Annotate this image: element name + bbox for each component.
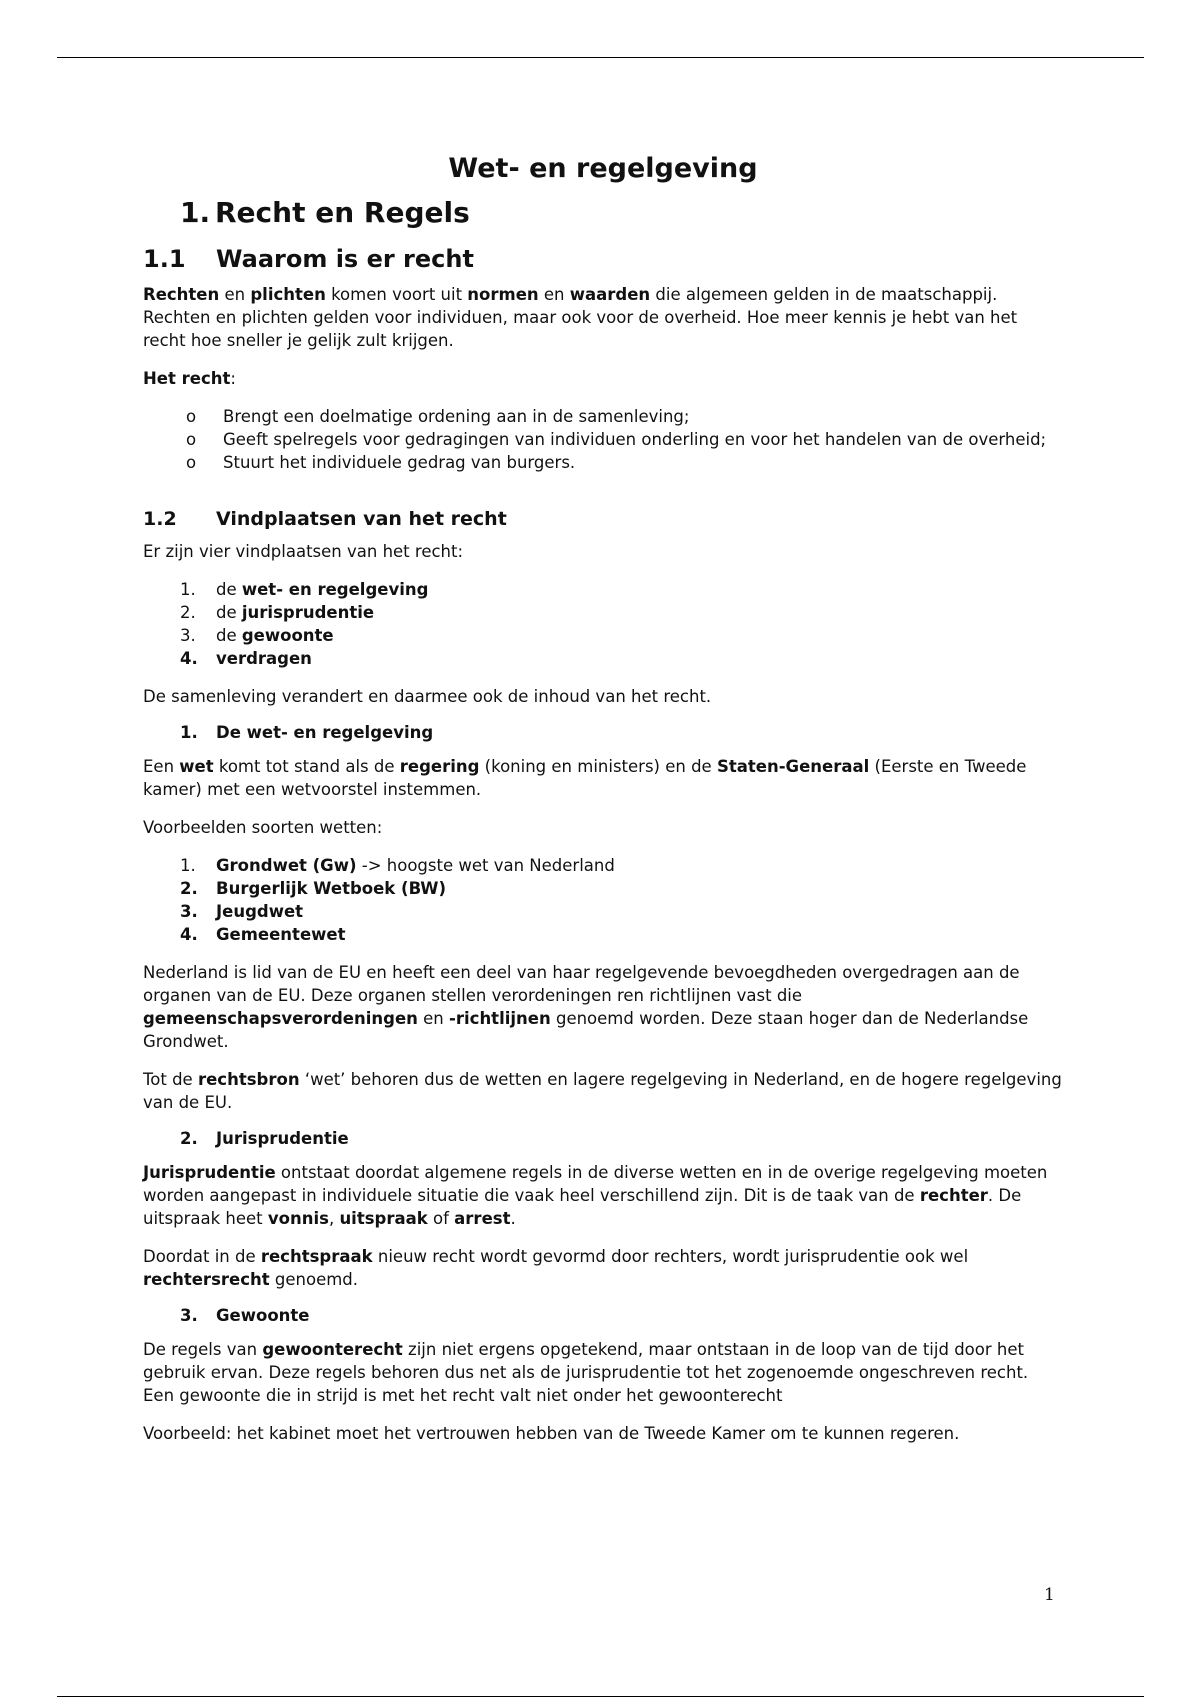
bold-text: wet- en regelgeving xyxy=(241,580,429,599)
paragraph xyxy=(143,816,1063,839)
bullet-marker: o xyxy=(186,430,197,449)
bold-text: vonnis xyxy=(267,1209,329,1228)
list-item-text xyxy=(216,647,312,670)
paragraph xyxy=(143,1422,1063,1445)
footer-rule xyxy=(57,1696,1144,1697)
chapter-heading xyxy=(180,196,1063,229)
bold-text: gewoonte xyxy=(241,626,334,645)
section-heading-1-2 xyxy=(143,508,1063,530)
bold-text: gemeenschapsverordeningen xyxy=(143,1009,418,1028)
subheading-title: Gewoonte xyxy=(216,1306,310,1325)
text-run: de xyxy=(216,603,242,622)
paragraph xyxy=(143,961,1063,1053)
list-item-text: Geeft spelregels voor gedragingen van individuen onderling en voor het handelen van de overheid; xyxy=(223,430,1047,449)
paragraph xyxy=(143,685,1063,708)
list-item xyxy=(180,578,1063,601)
bold-text: Staten-Generaal xyxy=(716,757,870,776)
bold-text: plichten xyxy=(250,285,326,304)
bold-text: waarden xyxy=(569,285,651,304)
list-number: 4. xyxy=(180,925,198,944)
section-title: Waarom is er recht xyxy=(216,245,474,273)
text-run: (Eerste en Tweede kamer) met een wetvoorstel instemmen. xyxy=(143,757,1027,799)
text-run: en xyxy=(538,285,570,304)
list-item-text xyxy=(216,877,446,900)
bold-text: Burgerlijk Wetboek (BW) xyxy=(216,879,446,898)
bold-text: Jeugdwet xyxy=(216,902,304,921)
text-run: Voorbeelden soorten wetten: xyxy=(143,818,383,837)
bullet-marker: o xyxy=(186,407,197,426)
text-run: de xyxy=(216,580,242,599)
list-item-text xyxy=(216,624,334,647)
paragraph xyxy=(143,540,1063,563)
paragraph xyxy=(143,1245,1063,1291)
text-run: of xyxy=(427,1209,455,1228)
sources-list xyxy=(143,578,1063,670)
list-number: 3. xyxy=(180,626,196,645)
text-run: en xyxy=(219,285,251,304)
subheading-wet-en-regelgeving xyxy=(180,723,1063,742)
header-rule xyxy=(57,57,1144,58)
section-number: 1.1 xyxy=(143,245,186,273)
list-item xyxy=(186,405,1063,428)
text-run: . xyxy=(510,1209,516,1228)
list-number: 2. xyxy=(180,603,196,622)
chapter-number: 1. xyxy=(180,196,211,229)
paragraph xyxy=(143,1338,1063,1407)
text-run: Doordat in de xyxy=(143,1247,261,1266)
list-number: 4. xyxy=(180,649,198,668)
chapter-title: Recht en Regels xyxy=(215,196,470,229)
subheading-title: De wet- en regelgeving xyxy=(216,723,434,742)
text-run: De samenleving verandert en daarmee ook de inhoud van het recht. xyxy=(143,687,712,706)
paragraph xyxy=(143,755,1063,801)
bold-text: verdragen xyxy=(216,649,312,668)
list-item xyxy=(180,877,1063,900)
text-run: Voorbeeld: het kabinet moet het vertrouwen hebben van de Tweede Kamer om te kunnen regeren. xyxy=(143,1424,960,1443)
bullet-marker: o xyxy=(186,453,197,472)
section-number: 1.2 xyxy=(143,508,177,530)
list-item xyxy=(186,451,1063,474)
bold-text: rechter xyxy=(919,1186,988,1205)
het-recht-bullets xyxy=(143,405,1063,474)
list-item xyxy=(180,601,1063,624)
text-run: genoemd worden. Deze staan hoger dan de Nederlandse Grondwet. xyxy=(143,1009,1029,1051)
list-item xyxy=(180,854,1063,877)
text-run: ‘wet’ behoren dus de wetten en lagere regelgeving in Nederland, en de hogere regelgeving van de EU. xyxy=(143,1070,1062,1112)
text-run: Tot de xyxy=(143,1070,198,1089)
bold-text: rechtspraak xyxy=(260,1247,373,1266)
bold-text: Jurisprudentie xyxy=(143,1163,276,1182)
bold-text: regering xyxy=(399,757,480,776)
list-item xyxy=(180,647,1063,670)
text-run: komt tot stand als de xyxy=(213,757,400,776)
text-run: Nederland is lid van de EU en heeft een deel van haar regelgevende bevoegdheden overgedragen aan de organen van de EU. Deze organen stellen verordeningen ren richtlijnen vast die xyxy=(143,963,1020,1005)
text-run: Er zijn vier vindplaatsen van het recht: xyxy=(143,542,464,561)
list-item-text: Stuurt het individuele gedrag van burgers. xyxy=(223,453,576,472)
text-run: Een xyxy=(143,757,180,776)
text-run: komen voort uit xyxy=(325,285,468,304)
bold-text: -richtlijnen xyxy=(449,1009,551,1028)
bold-text: gewoonterecht xyxy=(262,1340,403,1359)
bold-text: rechtersrecht xyxy=(143,1270,270,1289)
document-body xyxy=(143,145,1063,1460)
list-item-text xyxy=(216,601,374,624)
bold-text: jurisprudentie xyxy=(241,603,375,622)
list-item xyxy=(186,428,1063,451)
list-number: 1. xyxy=(180,580,196,599)
subheading-gewoonte xyxy=(180,1306,1063,1325)
section-title: Vindplaatsen van het recht xyxy=(216,508,507,530)
text-run: de xyxy=(216,626,242,645)
text-run: nieuw recht wordt gevormd door rechters, wordt jurisprudentie ook wel xyxy=(372,1247,969,1266)
laws-list xyxy=(143,854,1063,946)
text-run: en xyxy=(417,1009,450,1028)
list-number: 3. xyxy=(180,902,198,921)
bold-text: rechtsbron xyxy=(197,1070,300,1089)
list-item-text xyxy=(216,900,303,923)
bold-text: normen xyxy=(467,285,539,304)
page-number: 1 xyxy=(1044,1585,1055,1605)
subheading-number: 1. xyxy=(180,723,198,742)
het-recht-label xyxy=(143,367,1063,390)
text-run: (koning en ministers) en de xyxy=(479,757,717,776)
bold-text: Het recht xyxy=(143,369,231,388)
list-number: 1. xyxy=(180,856,196,875)
bold-text: Gemeentewet xyxy=(216,925,346,944)
bold-text: wet xyxy=(179,757,214,776)
list-item xyxy=(180,624,1063,647)
text-run: ontstaat doordat algemene regels in de diverse wetten en in de overige regelgeving moeten worden aangepast in individuele situatie die vaak heel verschillend zijn. Dit is de taak van de xyxy=(143,1163,1048,1205)
bold-text: arrest xyxy=(454,1209,511,1228)
list-item-text: Brengt een doelmatige ordening aan in de samenleving; xyxy=(223,407,690,426)
paragraph xyxy=(143,283,1063,352)
list-number: 2. xyxy=(180,879,198,898)
list-item xyxy=(180,900,1063,923)
bold-text: Grondwet (Gw) xyxy=(216,856,357,875)
text-run: zijn niet ergens opgetekend, maar ontstaan in de loop van de tijd door het gebruik ervan. Deze regels behoren dus net als de jurisprudentie tot het zogenoemde ongeschreven recht. Een gewoonte die in strijd is met het recht valt niet onder het gewoonterecht xyxy=(143,1340,1029,1405)
text-run: -> hoogste wet van Nederland xyxy=(356,856,615,875)
bold-text: uitspraak xyxy=(339,1209,428,1228)
list-item-text xyxy=(216,923,345,946)
list-item-text xyxy=(216,854,615,877)
paragraph xyxy=(143,1161,1063,1230)
subheading-title: Jurisprudentie xyxy=(216,1129,349,1148)
subheading-jurisprudentie xyxy=(180,1129,1063,1148)
text-run: De regels van xyxy=(143,1340,263,1359)
text-run: genoemd. xyxy=(269,1270,359,1289)
list-item-text xyxy=(216,578,428,601)
text-run: die algemeen gelden in de maatschappij. Rechten en plichten gelden voor individuen, maar ook voor de overheid. Hoe meer kennis je hebt van het recht hoe sneller je gelijk zult krijgen. xyxy=(143,285,1018,350)
text-run: . De uitspraak heet xyxy=(143,1186,1022,1228)
text-run: , xyxy=(328,1209,340,1228)
section-heading-1-1 xyxy=(143,245,1063,273)
subheading-number: 3. xyxy=(180,1306,198,1325)
subheading-number: 2. xyxy=(180,1129,198,1148)
list-item xyxy=(180,923,1063,946)
paragraph xyxy=(143,1068,1063,1114)
text-run: : xyxy=(230,369,236,388)
bold-text: Rechten xyxy=(143,285,220,304)
document-title: Wet- en regelgeving xyxy=(448,153,758,184)
